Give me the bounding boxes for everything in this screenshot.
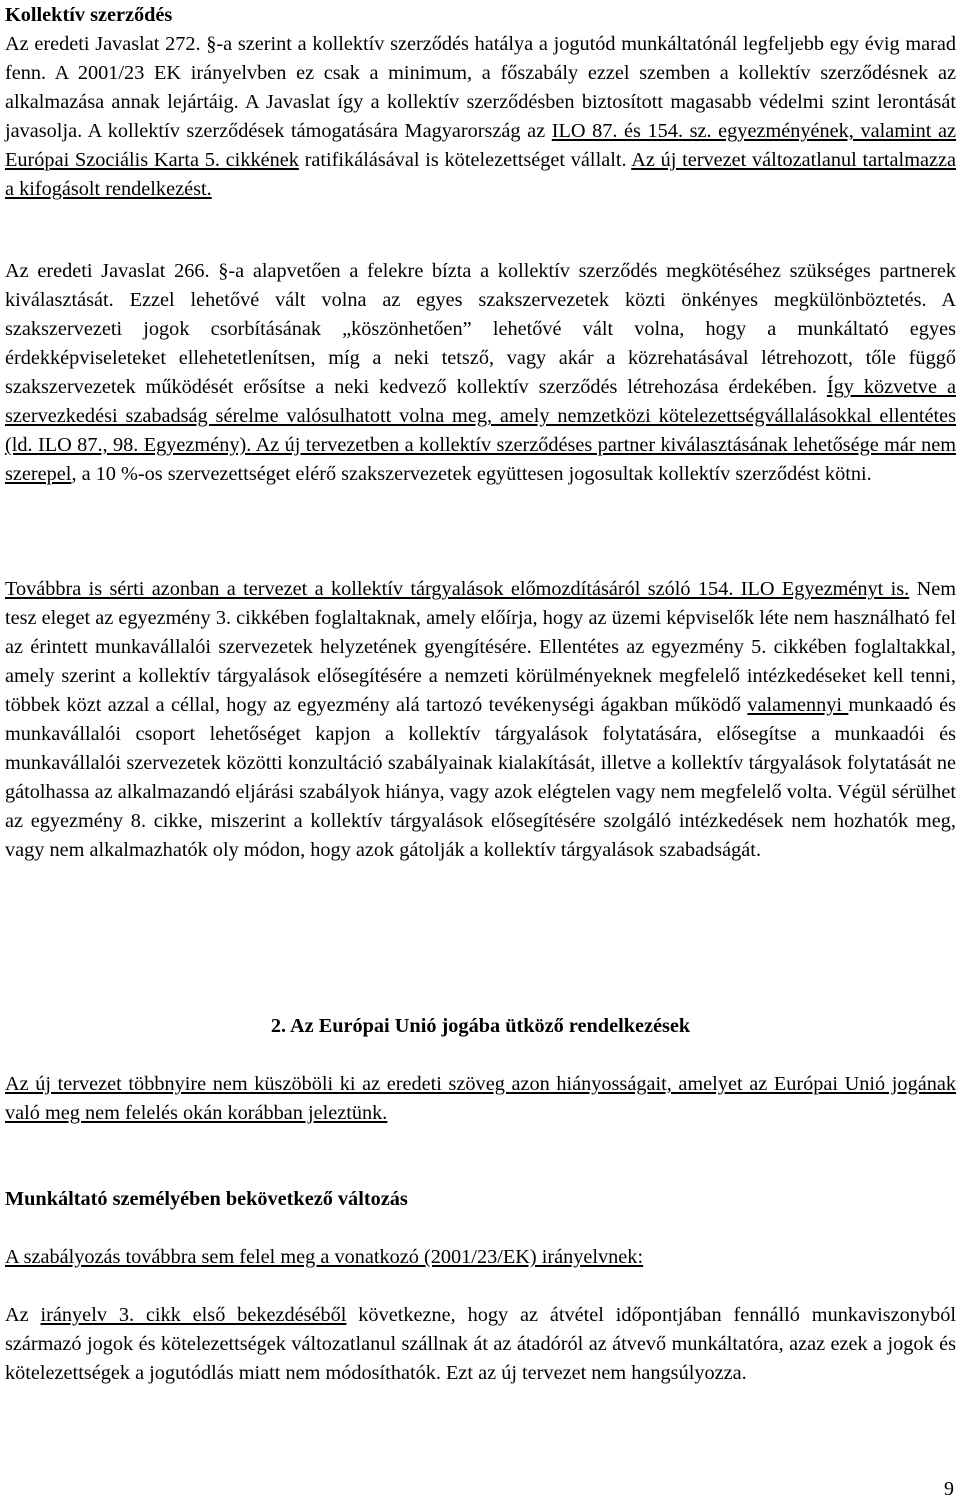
page-number: 9	[944, 1478, 954, 1500]
underlined-text-run: irányelv 3. cikk első bekezdéséből	[40, 1304, 347, 1326]
paragraph-ilo-154	[5, 575, 956, 865]
underlined-text-run: valamennyi	[747, 694, 849, 716]
underlined-text-run: ILO 87. és 154. sz. egyezményének, valamint az Európai Szociális Karta 5. cikkének	[5, 120, 956, 171]
paragraph-partner-selection	[5, 257, 956, 489]
section-heading-eu-law: 2. Az Európai Unió jogába ütköző rendelkezések	[270, 1015, 691, 1037]
text-run: következne, hogy az átvétel időpontjában fennálló munkaviszonyból származó jogok és kötelezettségek változatlanul szállnak át az átadóról az átvevő munkáltatóra, azaz ezek a jogok és kötelezettségek a jogutódlás miatt nem módosíthatók. Ezt az új tervezet nem hangsúlyozza.	[5, 1304, 957, 1384]
text-run: ratifikálásával is kötelezettséget vállalt.	[298, 149, 632, 171]
underlined-text-run: Így közvetve a szervezkedési szabadság sérelme valósulhatott volna meg, amely nemzetközi kötelezettségvállalásokkal ellentétes (ld. ILO 87., 98. Egyezmény).	[5, 376, 956, 456]
underlined-text-run: Továbbra is sérti azonban a tervezet a kollektív tárgyalások előmozdításáról szóló 154. ILO Egyezményt is.	[5, 578, 910, 600]
text-run: Nem tesz eleget az egyezmény 3. cikkében foglaltaknak, amely előírja, hogy az üzemi képviselők léte nem használható fel az érintett munkavállalói szervezetek helyzetének gyengítésére. Ellentétes az egyezmény 5. cikkében foglaltakkal, amely szerint a kollektív tárgyalások elősegítésére a nemzeti körülményeknek megfelelő intézkedéseket kell tenni, többek közt azzal a céllal, hogy az egyezmény alá tartozó tevékenységi ágakban működő	[5, 578, 956, 716]
text-run: Az	[5, 1304, 41, 1326]
section-heading-kollektiv: Kollektív szerződés	[5, 4, 173, 26]
paragraph-collective-agreement-duration	[5, 30, 956, 204]
paragraph-eu-compliance: Az új tervezet többnyire nem küszöböli ki az eredeti szöveg azon hiányosságait, amelyet az Európai Unió jogának való meg nem felelés okán korábban jeleztünk.	[5, 1073, 956, 1124]
text-run: Az eredeti Javaslat 272. §-a szerint a kollektív szerződés hatálya a jogutód munkáltatónál legfeljebb egy évig marad fenn. A 2001/23 EK irányelvben ez csak a minimum, a főszabály ezzel szemben a kollektív szerződésnek az alkalmazása annak lejártáig.	[5, 33, 956, 113]
text-run: A Javaslat így a kollektív szerződésben biztosított magasabb védelmi szint lerontását javasolja. A kollektív szerződések támogatására Magyarország az	[5, 91, 956, 142]
paragraph-directive-article-3	[5, 1301, 956, 1388]
underlined-text-run: Az új tervezetben a kollektív szerződéses partner kiválasztásának lehetősége már nem szerepel	[5, 434, 956, 485]
text-run: Az eredeti Javaslat 266. §-a alapvetően a felekre bízta a kollektív szerződés megkötéséhez szükséges partnerek kiválasztását. Ezzel lehetővé vált volna az egyes szakszervezetek közti önkényes megkülönböztetés. A szakszervezeti jogok csorbításának „köszönhetően” lehetővé vált volna, hogy a munkáltató egyes érdekképviseleteket ellehetetlenítsen, míg a neki tetsző, vagy akár a közrehatásával létrehozott, tőle függő szakszervezetek működését erősítse a neki kedvező kollektív szerződés létrehozása érdekében.	[5, 260, 956, 398]
text-run: munkaadó és munkavállalói csoport lehetőséget kapjon a kollektív tárgyalások folytatására, elősegítse a munkaadói és munkavállalói szervezetek közötti konzultáció szabályainak kialakítását, illetve a kollektív tárgyalások folytatását ne gátolhassa az alkalmazandó eljárási szabályok hiánya, vagy azok elégtelen vagy nem megfelelő volta. Végül sérülhet az egyezmény 8. cikke, miszerint a kollektív tárgyalások elősegítésére szolgáló intézkedések nem hozhatók meg, vagy nem alkalmazhatók oly módon, hogy azok gátolják a kollektív tárgyalások szabadságát.	[5, 694, 957, 861]
paragraph-directive-noncompliance: A szabályozás továbbra sem felel meg a vonatkozó (2001/23/EK) irányelvnek:	[5, 1246, 644, 1268]
section-heading-employer-change: Munkáltató személyében bekövetkező változás	[5, 1188, 408, 1210]
underlined-text-run: Az új tervezet változatlanul tartalmazza a kifogásolt rendelkezést.	[5, 149, 956, 200]
text-run: , a 10 %-os szervezettséget elérő szakszervezetek együttesen jogosultak kollektív szerződést kötni.	[71, 463, 872, 485]
